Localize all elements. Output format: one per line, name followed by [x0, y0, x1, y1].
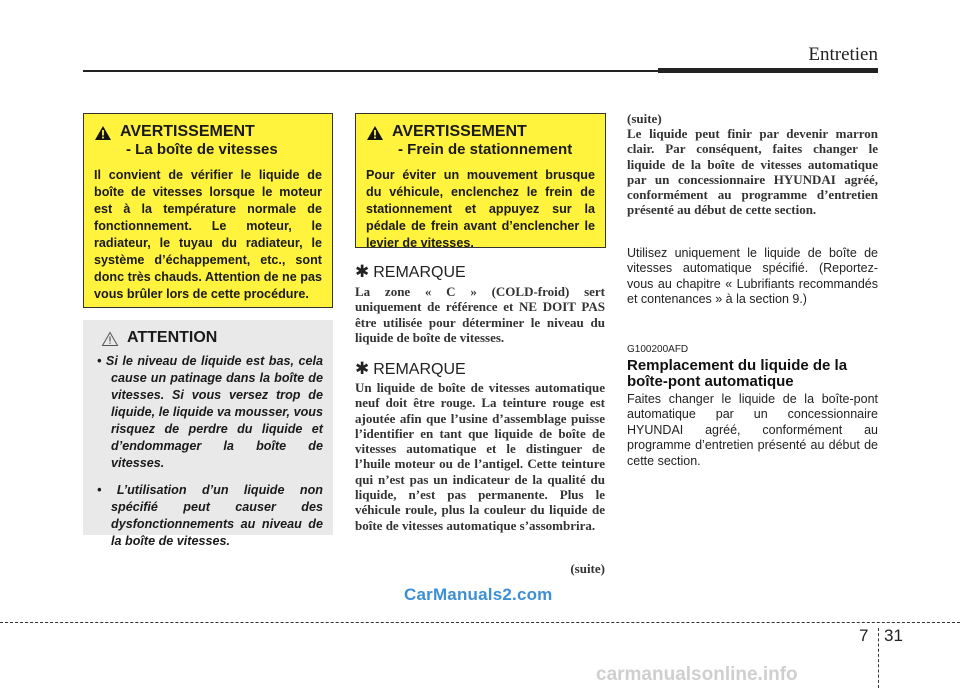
caution-triangle-icon — [101, 331, 119, 347]
star-icon: ✱ — [355, 359, 370, 378]
caution-box — [83, 320, 333, 548]
warning-subtitle: - La boîte de vitesses — [126, 141, 278, 158]
warning-title: AVERTISSEMENT — [120, 123, 255, 140]
header-rule — [83, 70, 658, 72]
header-title: Entretien — [808, 44, 878, 65]
caution-title: ATTENTION — [127, 329, 218, 346]
warning-box-brake — [355, 113, 606, 248]
warning-header — [94, 123, 322, 159]
star-icon: ✱ — [355, 262, 370, 281]
watermark: CarManuals2.com — [404, 585, 553, 604]
caution-list — [89, 353, 323, 550]
header-rule-accent — [658, 68, 878, 73]
footer-site: carmanualsonline.info — [596, 664, 798, 685]
section-body: Faites changer le liquide de la boîte-pont automatique par un concessionnaire HYUNDAI agréé, conformément au programme d’entretien présenté au début de cette section. — [627, 392, 878, 468]
continued-body: Le liquide peut finir par devenir marron clair. Par conséquent, faites changer le liquide de la boîte de vitesses automatique par un concessionnaire HYUNDAI agréé, conformément au programme d’entretien présenté au début de cette section. — [627, 126, 878, 218]
caution-item: • L’utilisation d’un liquide non spécifié peut causer des dysfonctionnements au niveau de la boîte de vitesses. — [97, 483, 323, 548]
warning-box-gearbox — [83, 113, 333, 308]
page-number: 31 — [884, 626, 903, 645]
note-heading-text: REMARQUE — [373, 361, 466, 378]
warning-triangle-icon — [366, 125, 384, 141]
reference-code: G100200AFD — [627, 344, 689, 355]
footer-rule — [0, 622, 960, 623]
continued-label: (suite) — [570, 561, 605, 576]
warning-header — [366, 123, 595, 159]
warning-body: Il convient de vérifier le liquide de boîte de vitesses lorsque le moteur est à la température normale de fonctionnement. Le moteur, le radiateur, le tuyau du radiateur, le système d’échappement, etc., sont donc très chauds. Attention de ne pas vous brûler lors de cette procédure. — [94, 168, 322, 301]
note-body: Un liquide de boîte de vitesses automatique neuf doit être rouge. La teinture rouge est ajoutée afin que l’usine d’assemblage puisse l’identifier en tant que liquide de boîte de vitesses automatique et le distinguer de l’huile moteur ou de l’antigel. Cette teinture qui n’est pas un indicateur de la qualité du liquide, n’est pas permanente. Plus le véhicule roule, plus la couleur du liquide de boîte de vitesses automatique s’assombrira. — [355, 380, 605, 533]
warning-title: AVERTISSEMENT — [392, 123, 527, 140]
page-chapter: 7 — [859, 626, 869, 645]
warning-subtitle: - Frein de stationnement — [398, 141, 573, 158]
note-body: La zone « C » (COLD-froid) sert uniquement de référence et NE DOIT PAS être utilisée pour déterminer le niveau du liquide de boîte de vitesses. — [355, 284, 605, 345]
paragraph: Utilisez uniquement le liquide de boîte de vitesses automatique spécifié. (Reportez-vous au chapitre « Lubrifiants recommandés et contenances » à la section 9.) — [627, 246, 878, 307]
warning-body: Pour éviter un mouvement brusque du véhicule, enclenchez le frein de stationnement et appuyez sur la pédale de frein avant d’enclencher le levier de vitesses. — [366, 168, 595, 250]
caution-header — [89, 329, 323, 347]
caution-item: • Si le niveau de liquide est bas, cela cause un patinage dans la boîte de vitesses. Si vous versez trop de liquide, le liquide va mousser, vous risquez de perdre du liquide et d’endommager la boîte de vitesses. — [97, 354, 323, 470]
warning-triangle-icon — [94, 125, 112, 141]
note-heading — [355, 359, 466, 379]
continued-label: (suite) — [627, 111, 662, 126]
page-divider — [878, 628, 879, 688]
note-heading — [355, 262, 466, 282]
section-title: Remplacement du liquide de la boîte-pont automatique — [627, 357, 848, 390]
note-heading-text: REMARQUE — [373, 264, 466, 281]
